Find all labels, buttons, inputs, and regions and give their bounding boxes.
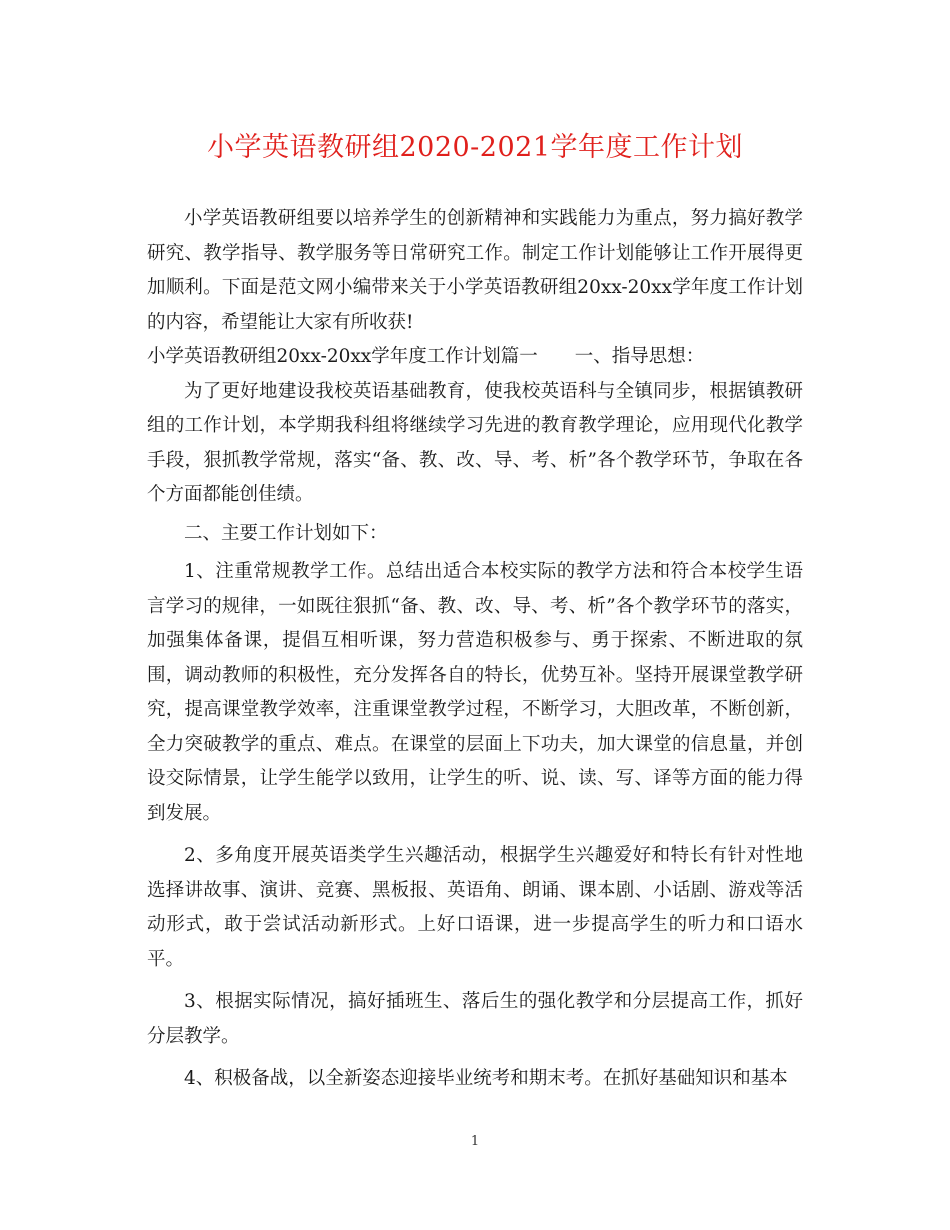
plan-item-1: 1、注重常规教学工作。总结出适合本校实际的教学方法和符合本校学生语言学习的规律，一如既往狠抓“备、教、改、导、考、析”各个教学环节的落实，加强集体备课，提倡互相听课，努力营造积极参与、勇于探索、不断进取的氛围，调动教师的积极性，充分发挥各自的特长，优势互补。坚持开展课堂教学研究，提高课堂教学效率，注重课堂教学过程，不断学习，大胆改革，不断创新，全力突破教学的重点、难点。在课堂的层面上下功夫，加大课堂的信息量，并创设交际情景，让学生能学以致用，让学生的听、说、读、写、译等方面的能力得到发展。 bbox=[147, 561, 803, 824]
document-title: 小学英语教研组2020-2021学年度工作计划 bbox=[206, 132, 744, 163]
intro-paragraph: 小学英语教研组要以培养学生的创新精神和实践能力为重点，努力搞好教学研究、教学指导、教学服务等日常研究工作。制定工作计划能够让工作开展得更加顺利。下面是范文网小编带来关于小学英语教研组20xx-20xx学年度工作计划的内容，希望能让大家有所收获! bbox=[147, 208, 803, 333]
section-heading-main-plan: 二、主要工作计划如下： bbox=[184, 522, 388, 544]
section-heading-guiding-thought: 小学英语教研组20xx-20xx学年度工作计划篇一 一、指导思想： bbox=[147, 346, 705, 367]
plan-item-4: 4、积极备战，以全新姿态迎接毕业统考和期末考。在抓好基础知识和基本 bbox=[184, 1068, 788, 1089]
guiding-thought-paragraph: 为了更好地建设我校英语基础教育，使我校英语科与全镇同步，根据镇教研组的工作计划，本学期我科组将继续学习先进的教育教学理论，应用现代化教学手段，狠抓教学常规，落实“备、教、改、导、考、析”各个教学环节，争取在各个方面都能创佳绩。 bbox=[147, 380, 803, 505]
page-number: 1 bbox=[470, 1134, 480, 1149]
plan-item-3: 3、根据实际情况，搞好插班生、落后生的强化教学和分层提高工作，抓好分层教学。 bbox=[147, 991, 803, 1047]
plan-item-2: 2、多角度开展英语类学生兴趣活动，根据学生兴趣爱好和特长有针对性地选择讲故事、演讲、竞赛、黑板报、英语角、朗诵、课本剧、小话剧、游戏等活动形式，敢于尝试活动新形式。上好口语课，进一步提高学生的听力和口语水平。 bbox=[147, 845, 803, 970]
document-body bbox=[147, 202, 803, 1097]
